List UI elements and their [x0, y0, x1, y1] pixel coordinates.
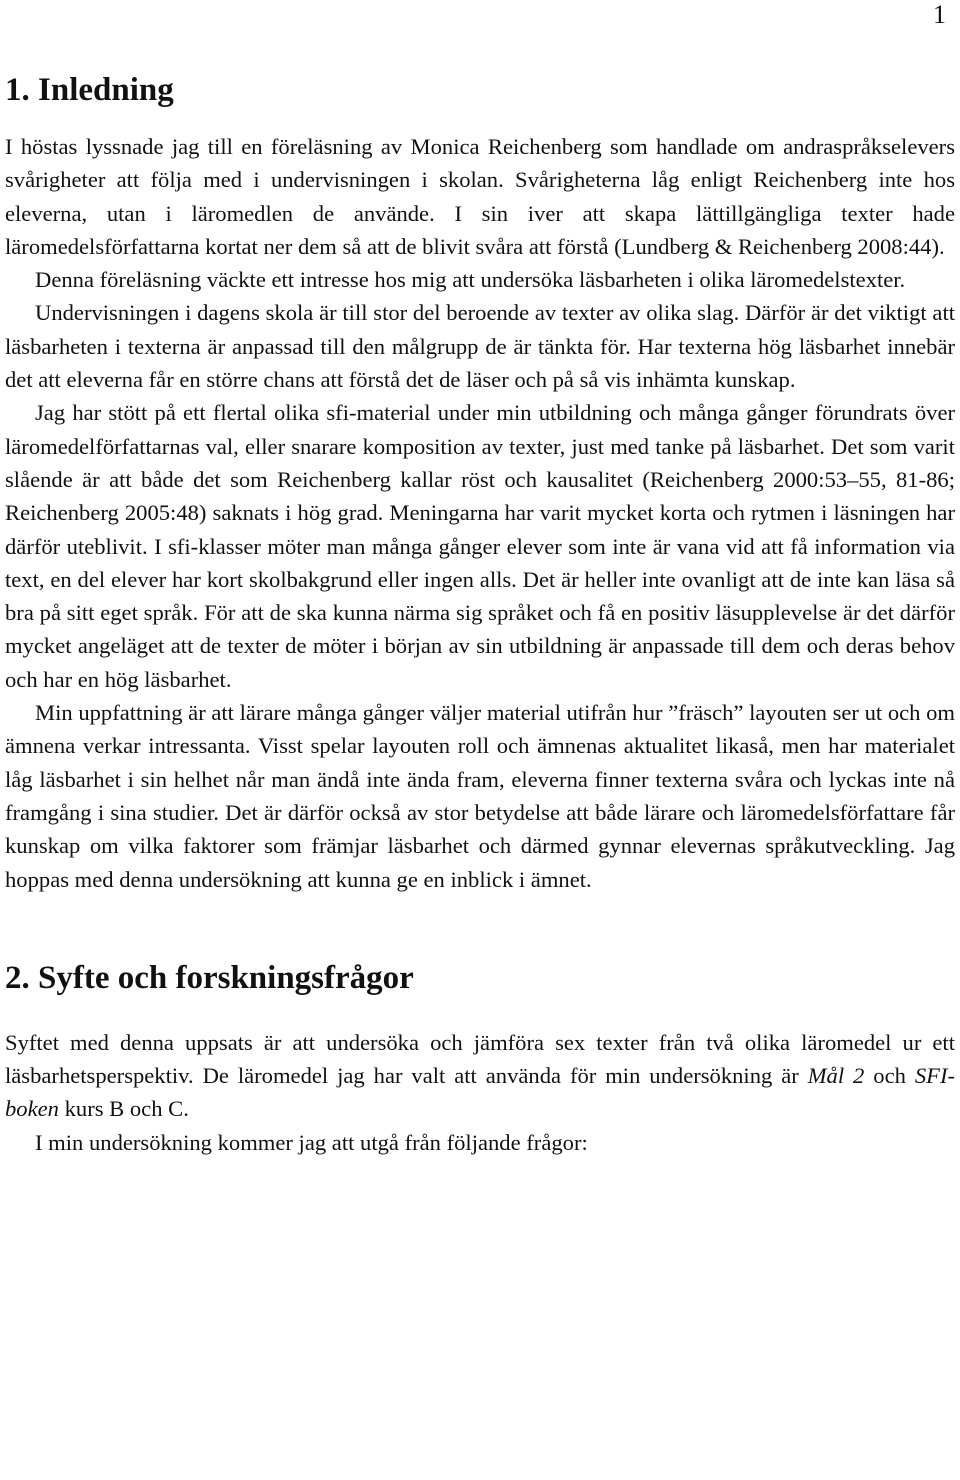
paragraph: Undervisningen i dagens skola är till stor del beroende av texter av olika slag. Därför är det viktigt att läsbarheten i texterna är anpassad till den målgrupp de är tänkta för. Har texterna hög läsbarhet innebär det att eleverna får en större chans att förstå det de läser och på så vis inhämta kunskap.	[5, 300, 955, 393]
paragraph: I min undersökning kommer jag att utgå från följande frågor:	[35, 1129, 588, 1155]
paragraph: I höstas lyssnade jag till en föreläsning av Monica Reichenberg som handlade om andraspråkselevers svårigheter att följa med i undervisningen i skolan. Svårigheterna låg enligt Reichenberg inte hos eleverna, utan i läromedlen de använde. I sin iver att skapa lättillgängliga texter hade läromedelsförfattarna kortat ner dem så att de blivit svåra att förstå (Lundberg & Reichenberg 2008:44).	[5, 134, 955, 259]
page-number: 1	[933, 0, 946, 29]
book-title-mal2: Mål 2	[807, 1063, 865, 1089]
paragraph-text: och	[864, 1063, 915, 1089]
paragraph: Denna föreläsning väckte ett intresse hos mig att undersöka läsbarheten i olika läromedelstexter.	[35, 267, 906, 293]
paragraph-syfte	[5, 1026, 955, 1126]
book-title-sfi-boken: SFI-boken	[5, 1063, 956, 1122]
paragraph-text: kurs B och C.	[58, 1096, 189, 1122]
section-heading-inledning: 1. Inledning	[5, 72, 174, 108]
paragraph: Min uppfattning är att lärare många gånger väljer material utifrån hur ”fräsch” layouten ser ut och om ämnena verkar intressanta. Visst spelar layouten roll och ämnenas aktualitet likaså, men har materialet låg läsbarhet i sin helhet når man ändå inte ända fram, eleverna finner texterna svåra och lyckas inte nå framgång i sina studier. Det är därför också av stor betydelse att både lärare och läromedelsförfattare får kunskap om vilka faktorer som främjar läsbarhet och därmed gynnar elevernas språkutveckling. Jag hoppas med denna undersökning att kunna ge en inblick i ämnet.	[5, 700, 955, 892]
document-body	[5, 70, 955, 1159]
paragraph-text: Syftet med denna uppsats är att undersöka och jämföra sex texter från två olika läromedel ur ett läsbarhetsperspektiv. De läromedel jag har valt att använda för min undersökning är	[5, 1029, 955, 1089]
section-heading-syfte: 2. Syfte och forskningsfrågor	[5, 959, 414, 996]
paragraph: Jag har stött på ett flertal olika sfi-material under min utbildning och många gånger förundrats över läromedelförfattarnas val, eller snarare komposition av texter, just med tanke på läsbarhet. Det som varit slående är att både det som Reichenberg kallar röst och kausalitet (Reichenberg 2000:53–55, 81-86; Reichenberg 2005:48) saknats i hög grad. Meningarna har varit mycket korta och rytmen i läsningen har därför uteblivit. I sfi-klasser möter man många gånger elever som inte är vana vid att få information via text, en del elever har kort skolbakgrund eller ingen alls. Det är heller inte ovanligt att de inte kan läsa så bra på sitt eget språk. För att de ska kunna närma sig språket och få en positiv läsupplevelse är det därför mycket angeläget att de texter de möter i början av sin utbildning är anpassade till dem och deras behov och har en hög läsbarhet.	[5, 400, 955, 692]
